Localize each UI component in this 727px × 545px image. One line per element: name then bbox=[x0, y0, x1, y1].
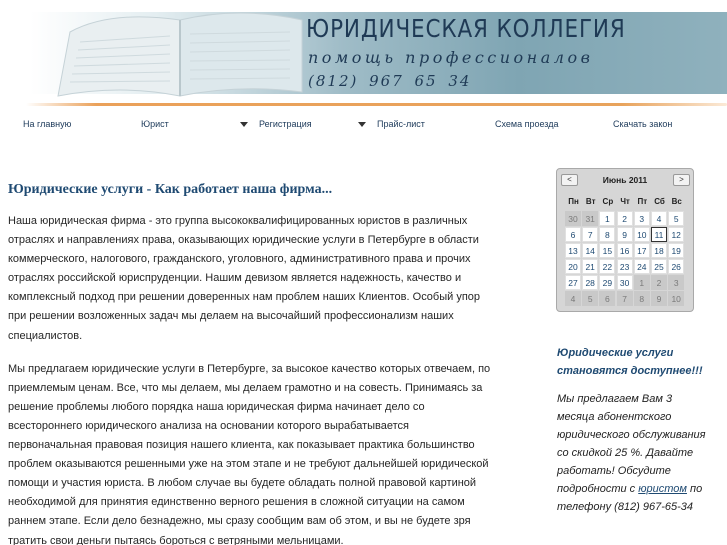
calendar-weekday: Вт bbox=[585, 197, 596, 206]
nav-download-law[interactable]: Скачать закон bbox=[613, 119, 673, 129]
calendar-day[interactable]: 26 bbox=[668, 259, 684, 274]
main-nav bbox=[0, 112, 727, 140]
calendar-next-button[interactable]: > bbox=[673, 174, 690, 186]
site-title: ЮРИДИЧЕСКАЯ КОЛЛЕГИЯ bbox=[306, 14, 626, 43]
calendar-weekday: Пт bbox=[637, 197, 648, 206]
calendar-day[interactable]: 1 bbox=[599, 211, 615, 226]
calendar-day[interactable]: 24 bbox=[634, 259, 650, 274]
calendar-day[interactable]: 15 bbox=[599, 243, 615, 258]
calendar-day[interactable]: 19 bbox=[668, 243, 684, 258]
calendar-day-today[interactable]: 11 bbox=[651, 227, 667, 242]
calendar-day[interactable]: 3 bbox=[634, 211, 650, 226]
calendar-header bbox=[561, 174, 689, 188]
calendar-day[interactable]: 6 bbox=[565, 227, 581, 242]
calendar-day: 5 bbox=[582, 291, 598, 306]
calendar-day: 3 bbox=[668, 275, 684, 290]
nav-price-list[interactable]: Прайс-лист bbox=[377, 119, 425, 129]
chevron-down-icon[interactable] bbox=[358, 122, 366, 127]
calendar-day: 31 bbox=[582, 211, 598, 226]
calendar-day: 10 bbox=[668, 291, 684, 306]
calendar-weekday: Сб bbox=[654, 197, 665, 206]
calendar-day: 4 bbox=[565, 291, 581, 306]
calendar-weekday: Ср bbox=[602, 197, 614, 206]
calendar-day[interactable]: 4 bbox=[651, 211, 667, 226]
calendar-day[interactable]: 28 bbox=[582, 275, 598, 290]
calendar-day[interactable]: 12 bbox=[668, 227, 684, 242]
header-divider bbox=[26, 103, 727, 106]
site-subtitle: помощь профессионалов bbox=[308, 48, 594, 67]
calendar-day[interactable]: 27 bbox=[565, 275, 581, 290]
promo-title: Юридические услуги становятся доступнее!!! bbox=[557, 347, 703, 377]
calendar-day[interactable]: 17 bbox=[634, 243, 650, 258]
calendar-day: 30 bbox=[565, 211, 581, 226]
calendar-day[interactable]: 29 bbox=[599, 275, 615, 290]
calendar-day[interactable]: 22 bbox=[599, 259, 615, 274]
calendar-widget bbox=[556, 168, 694, 312]
calendar-day: 2 bbox=[651, 275, 667, 290]
chevron-down-icon[interactable] bbox=[240, 122, 248, 127]
calendar-day[interactable]: 16 bbox=[617, 243, 633, 258]
nav-lawyer[interactable]: Юрист bbox=[141, 119, 169, 129]
article-title: Юридические услуги - Как работает наша фирма... bbox=[8, 182, 333, 197]
calendar-day[interactable]: 7 bbox=[582, 227, 598, 242]
calendar-prev-button[interactable]: < bbox=[561, 174, 578, 186]
promo-block bbox=[557, 344, 707, 516]
calendar-day[interactable]: 13 bbox=[565, 243, 581, 258]
open-book-icon bbox=[40, 0, 310, 100]
article-paragraph-1: Наша юридическая фирма - это группа высококвалифицированных юристов в различных отраслях и направлениях права, оказывающих юридические услуги в Петербурге в области коммерческого, налогового, гражданского, уголовного, административного права и прочих отраслях российской юриспруденции. Нашим девизом является надежность, качество и комплексный подход при решении доверенных нам проблем наших Клиентов. Особый упор при решении возложенных задач мы делаем на высочайший профессионализм наших специалистов. bbox=[8, 215, 481, 342]
calendar-day[interactable]: 25 bbox=[651, 259, 667, 274]
calendar-day[interactable]: 18 bbox=[651, 243, 667, 258]
nav-registration[interactable]: Регистрация bbox=[259, 119, 312, 129]
calendar-day[interactable]: 14 bbox=[582, 243, 598, 258]
calendar-weekday: Пн bbox=[568, 197, 579, 206]
article-paragraph-2: Мы предлагаем юридические услуги в Петербурге, за высокое качество которых отвечаем, по приемлемым ценам. Все, что мы делаем, мы делаем грамотно и на совесть. Принимаясь за решение проблемы любого порядка наша юридическая фирма начинает дело со всестороннего юридического анализа на основании которого вырабатывается первоначальная правовая позиция нашего клиента, как показывает практика большинство проблем оказываются решенными уже на этом этапе и не требуют дальнейшей юридической помощи и участия юриста. В любом случае вы будете обладать полной правовой картиной необходимой для принятия единственно верного решения в сложной ситуации на самом раннем этапе. Если дело безнадежно, мы сразу сообщим вам об этом, и вы не будете зря тратить свои деньги пытаясь бороться с ветряными мельницами. bbox=[8, 362, 491, 545]
promo-text-after: по телефону (812) 967-65-34 bbox=[557, 483, 703, 513]
calendar-day: 9 bbox=[651, 291, 667, 306]
calendar-day[interactable]: 21 bbox=[582, 259, 598, 274]
calendar-day[interactable]: 30 bbox=[617, 275, 633, 290]
calendar-day[interactable]: 23 bbox=[617, 259, 633, 274]
calendar-day: 6 bbox=[599, 291, 615, 306]
calendar-weekday: Вс bbox=[671, 197, 682, 206]
calendar-day[interactable]: 10 bbox=[634, 227, 650, 242]
site-header bbox=[0, 0, 727, 108]
calendar-day[interactable]: 5 bbox=[668, 211, 684, 226]
calendar-day: 8 bbox=[634, 291, 650, 306]
lawyer-link[interactable]: юристом bbox=[638, 483, 687, 495]
site-phone: (812) 967 65 34 bbox=[308, 72, 472, 90]
calendar-day[interactable]: 20 bbox=[565, 259, 581, 274]
promo-text-before: Мы предлагаем Вам 3 месяца абонентского юридического обслуживания со скидкой 25 %. Давайте работать! Обсудите подробности с bbox=[557, 393, 706, 495]
calendar-day[interactable]: 2 bbox=[617, 211, 633, 226]
calendar-weekday: Чт bbox=[620, 197, 630, 206]
nav-home[interactable]: На главную bbox=[23, 119, 72, 129]
calendar-day[interactable]: 9 bbox=[617, 227, 633, 242]
calendar-day[interactable]: 8 bbox=[599, 227, 615, 242]
calendar-day: 1 bbox=[634, 275, 650, 290]
promo-text bbox=[557, 390, 707, 516]
calendar-month-label: Июнь 2011 bbox=[602, 175, 648, 185]
nav-directions[interactable]: Схема проезда bbox=[495, 119, 559, 129]
main-content bbox=[8, 182, 496, 545]
calendar-day: 7 bbox=[617, 291, 633, 306]
